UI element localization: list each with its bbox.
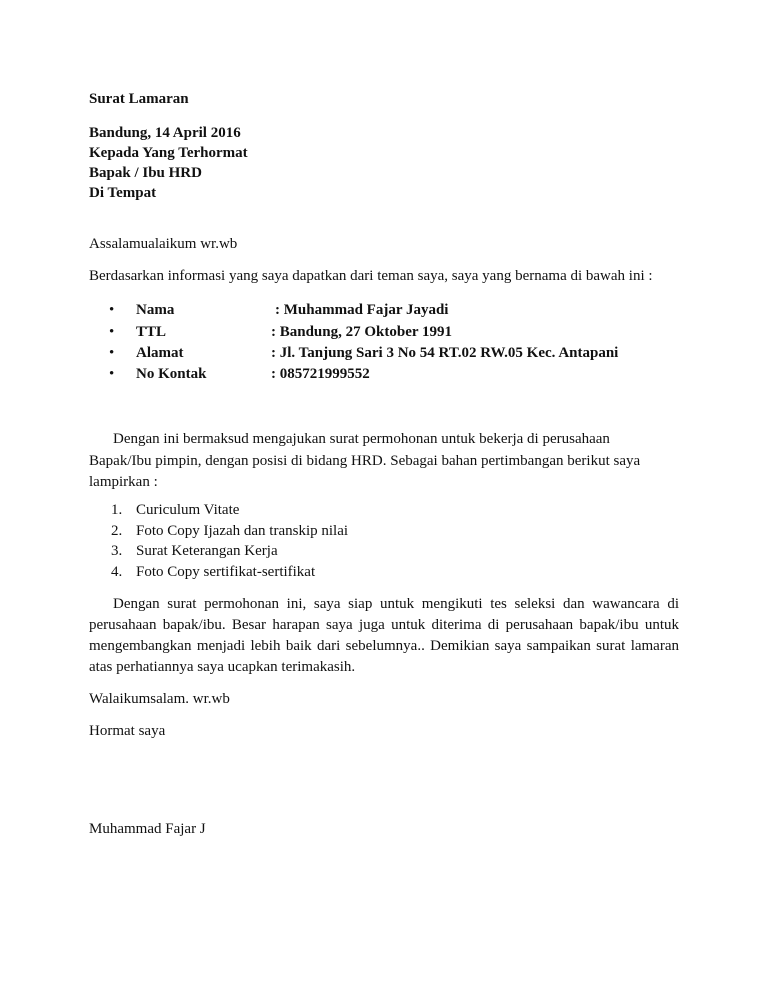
identity-item-ttl — [0, 323, 768, 343]
identity-label: No Kontak — [136, 366, 207, 382]
identity-value: : 085721999552 — [271, 366, 370, 382]
attachment-number: 3. — [111, 543, 123, 559]
identity-value: : Bandung, 27 Oktober 1991 — [271, 324, 453, 340]
bullet-icon: • — [109, 366, 115, 382]
greeting: Assalamualaikum wr.wb — [89, 236, 238, 252]
paragraph-line: perusahaan bapak/ibu. Besar harapan saya juga untuk diterima di perusahaan bapak/ibu untuk — [89, 617, 679, 633]
recipient-place: Di Tempat — [89, 185, 157, 201]
letter-title: Surat Lamaran — [89, 91, 189, 107]
attachment-item — [0, 563, 768, 583]
recipient-name: Bapak / Ibu HRD — [89, 165, 202, 181]
attachment-item — [0, 542, 768, 562]
attachment-number: 4. — [111, 564, 123, 580]
attachment-item — [0, 501, 768, 521]
bullet-icon: • — [109, 324, 115, 340]
identity-label: Alamat — [136, 345, 184, 361]
identity-label: Nama — [136, 302, 175, 318]
paragraph-line: Dengan surat permohonan ini, saya siap untuk mengikuti tes seleksi dan wawancara di — [113, 596, 679, 612]
intro-text: Berdasarkan informasi yang saya dapatkan dari teman saya, saya yang bernama di bawah ini : — [89, 268, 653, 284]
identity-item-alamat — [0, 344, 768, 364]
identity-item-nama — [0, 301, 768, 321]
paragraph-line: mengembangkan menjadi lebih baik dari sebelumnya.. Demikian saya sampaikan surat lamaran — [89, 638, 679, 654]
paragraph-line: Bapak/Ibu pimpin, dengan posisi di bidang HRD. Sebagai bahan pertimbangan berikut saya — [89, 453, 641, 469]
attachment-number: 1. — [111, 502, 123, 518]
closing-text: Hormat saya — [89, 723, 166, 739]
paragraph-line: Dengan ini bermaksud mengajukan surat permohonan untuk bekerja di perusahaan — [113, 431, 610, 447]
attachment-item — [0, 522, 768, 542]
attachment-text: Surat Keterangan Kerja — [136, 543, 278, 559]
attachment-text: Foto Copy sertifikat-sertifikat — [136, 564, 316, 580]
bullet-icon: • — [109, 302, 115, 318]
identity-item-kontak — [0, 365, 768, 385]
identity-value: : Jl. Tanjung Sari 3 No 54 RT.02 RW.05 Kec. Antapani — [271, 345, 619, 361]
attachment-number: 2. — [111, 523, 123, 539]
recipient-salutation: Kepada Yang Terhormat — [89, 145, 248, 161]
bullet-icon: • — [109, 345, 115, 361]
letter-date: Bandung, 14 April 2016 — [89, 125, 241, 141]
closing-greeting: Walaikumsalam. wr.wb — [89, 691, 230, 707]
attachment-text: Curiculum Vitate — [136, 502, 240, 518]
identity-value: : Muhammad Fajar Jayadi — [275, 302, 449, 318]
paragraph-line: atas perhatiannya saya ucapkan terimakasih. — [89, 659, 356, 675]
signature-name: Muhammad Fajar J — [89, 821, 206, 837]
paragraph-line: lampirkan : — [89, 474, 158, 490]
identity-label: TTL — [136, 324, 167, 340]
attachment-text: Foto Copy Ijazah dan transkip nilai — [136, 523, 349, 539]
